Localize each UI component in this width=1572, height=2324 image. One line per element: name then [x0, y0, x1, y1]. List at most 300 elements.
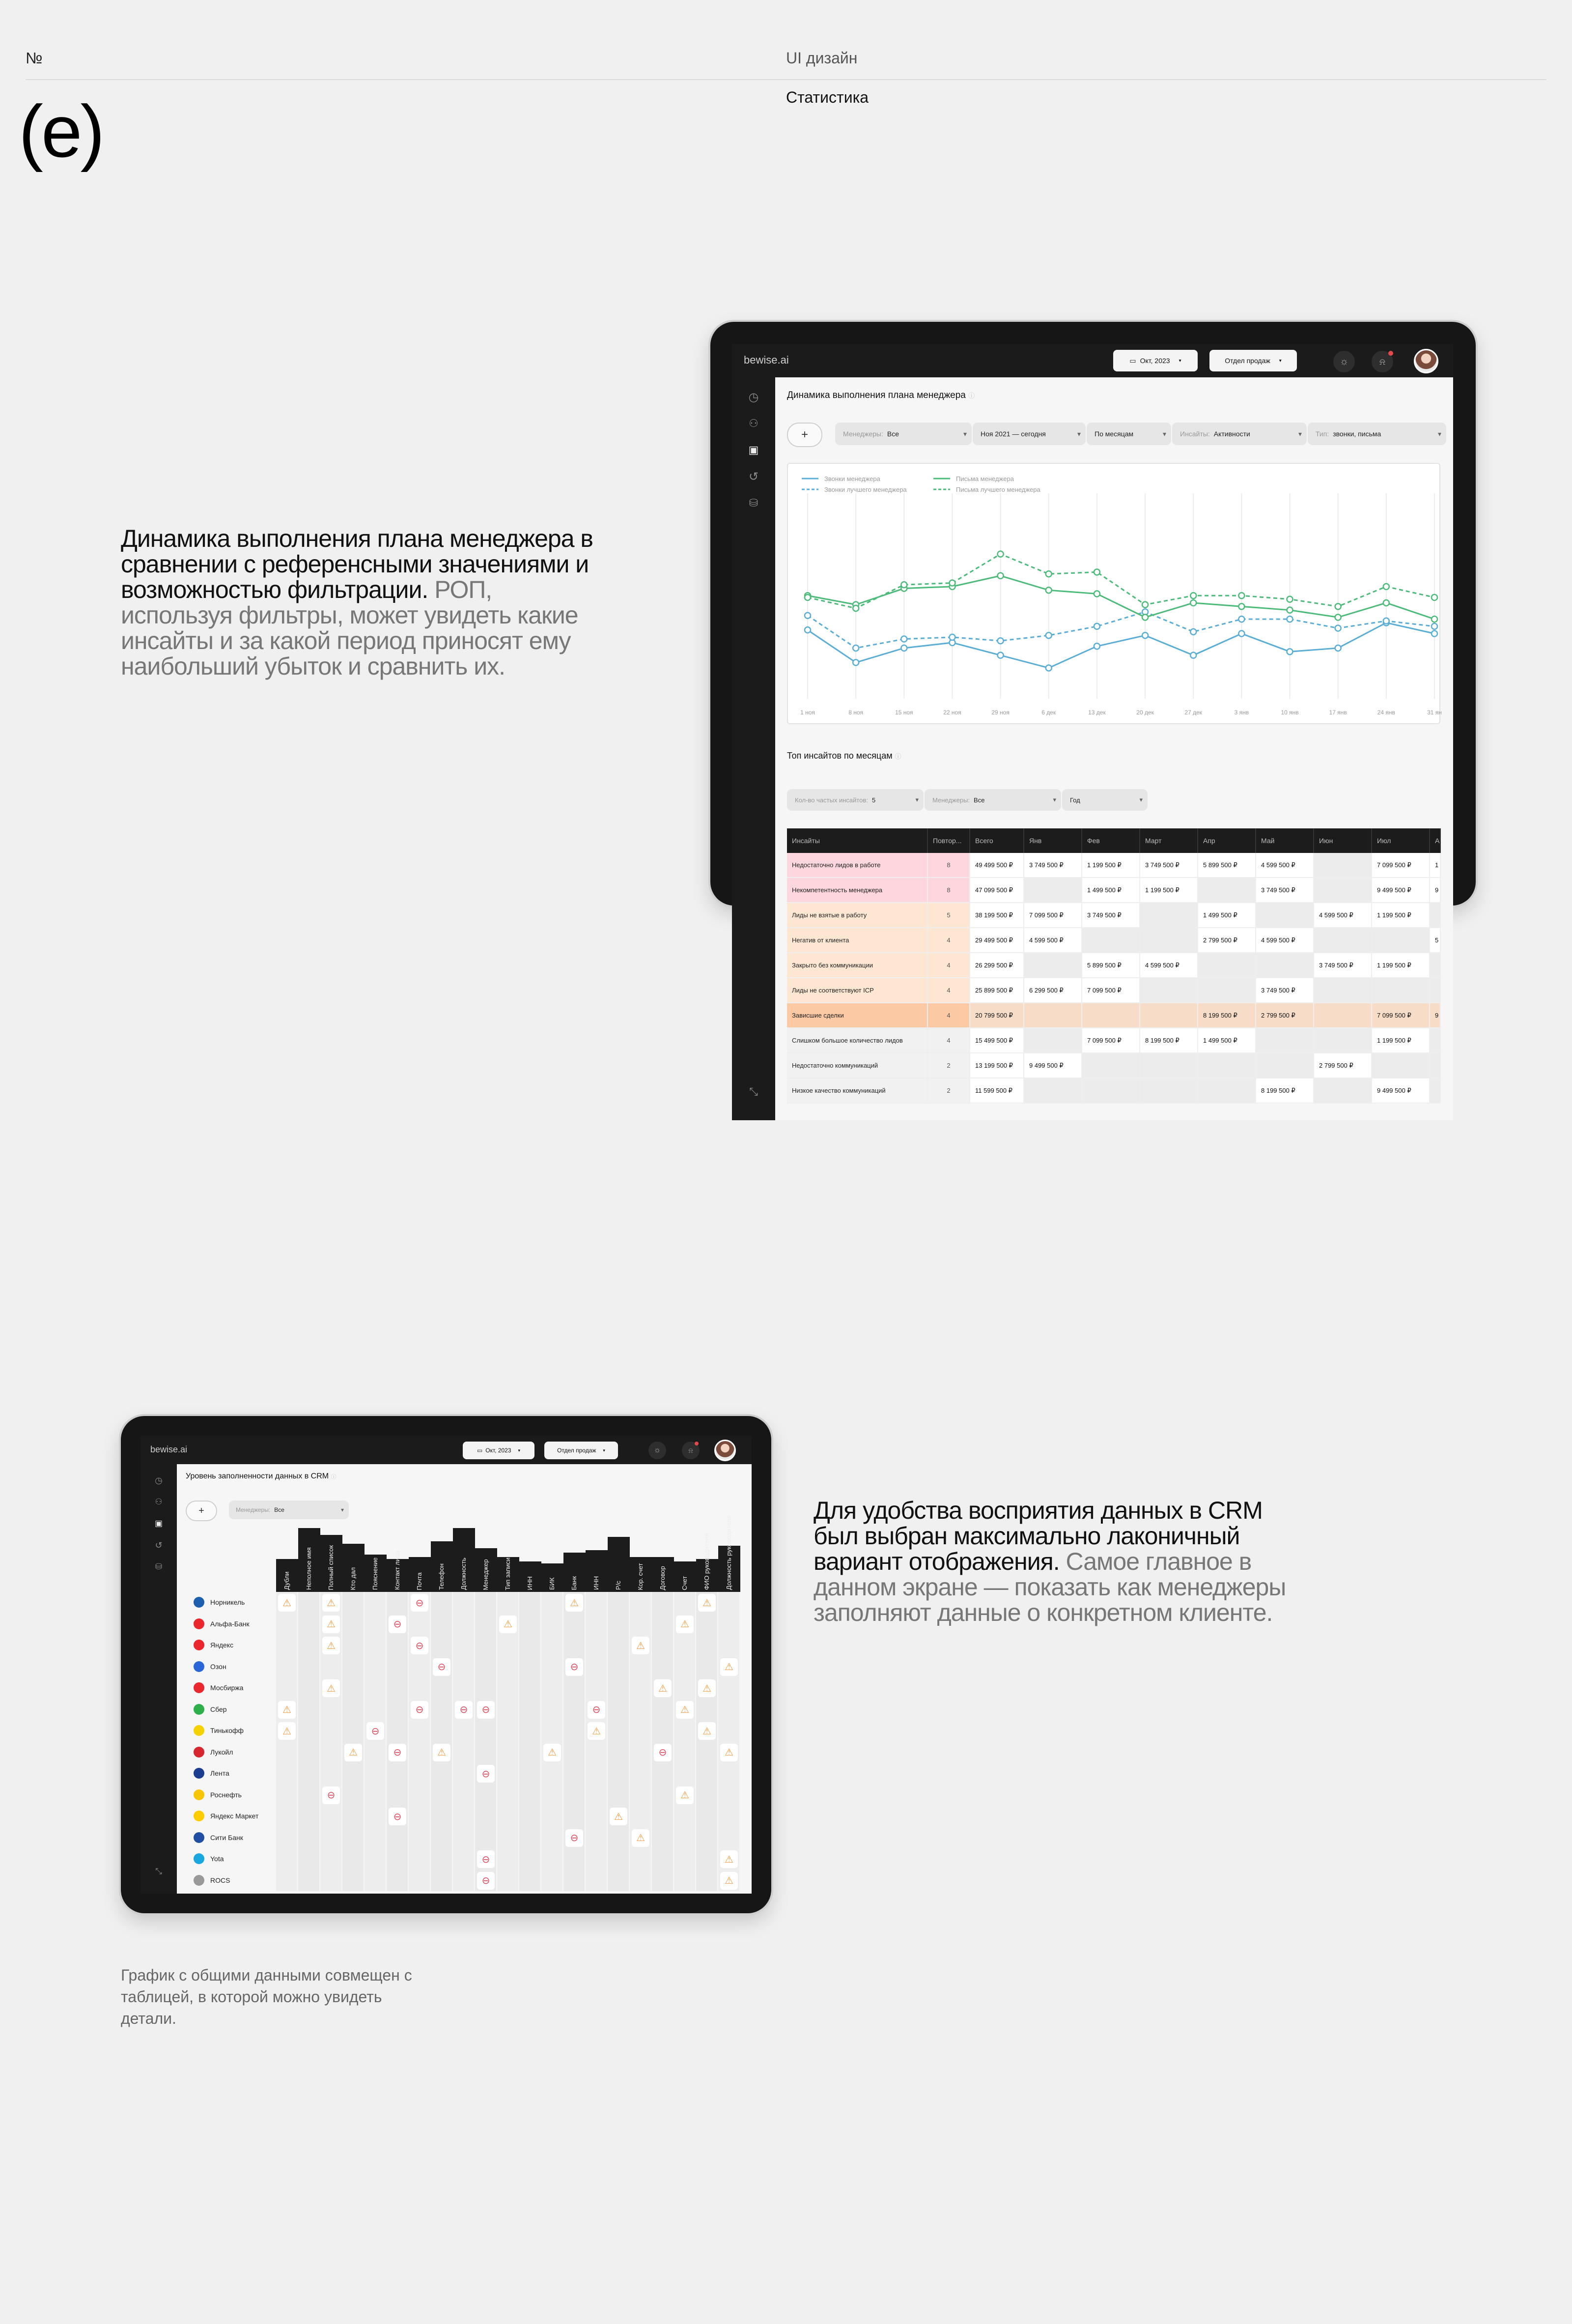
company-name: Сбер: [210, 1705, 227, 1713]
error-icon[interactable]: ⊖: [477, 1850, 495, 1868]
warning-icon[interactable]: ⚠: [720, 1872, 738, 1890]
matrix-column: [342, 1592, 364, 1891]
company-name: Yota: [210, 1855, 224, 1863]
column-header[interactable]: Янв: [1024, 828, 1082, 853]
company-name: Роснефть: [210, 1790, 242, 1799]
data-point: [1238, 603, 1244, 609]
table-cell: [1140, 1078, 1198, 1103]
data-point: [1383, 618, 1389, 624]
table-cell: 1 499 500 ₽: [1082, 878, 1140, 903]
error-icon[interactable]: ⊖: [654, 1744, 672, 1761]
x-tick-label: 15 ноя: [895, 709, 913, 716]
data-point: [998, 551, 1004, 557]
period-value: Окт, 2023: [485, 1447, 511, 1454]
filter-period[interactable]: [973, 423, 1086, 445]
company-row[interactable]: [194, 1725, 244, 1736]
company-logo: [194, 1661, 204, 1672]
warning-icon[interactable]: ⚠: [588, 1722, 605, 1740]
database-icon[interactable]: ⛁: [155, 1562, 163, 1571]
filter-value: Все: [974, 796, 985, 804]
tablet-screen-2: [140, 1436, 752, 1894]
table-cell: 4 599 500 ₽: [1256, 928, 1314, 953]
column-header[interactable]: Июл: [1372, 828, 1430, 853]
table-cell: 9 499 500 ₽: [1372, 1078, 1430, 1103]
insight-name-cell: Лиды не взятые в работу: [787, 903, 927, 928]
matrix-column: [431, 1592, 452, 1891]
plan-dynamics-chart: [787, 463, 1440, 724]
company-logo: [194, 1811, 204, 1821]
help-icon[interactable]: ⓘ: [331, 1474, 337, 1480]
filter-label: Инсайты:: [1180, 430, 1210, 438]
table-row[interactable]: [787, 878, 1440, 903]
warning-icon[interactable]: ⚠: [676, 1701, 694, 1719]
data-point: [1190, 600, 1196, 606]
filter-table-managers[interactable]: [925, 789, 1061, 811]
column-header[interactable]: Июн: [1314, 828, 1372, 853]
matrix-column: [586, 1592, 607, 1891]
column-label[interactable]: Договор: [659, 1565, 666, 1590]
company-row[interactable]: [194, 1640, 233, 1650]
table-cell: [1140, 928, 1198, 953]
filter-insights[interactable]: [1172, 423, 1307, 445]
company-row[interactable]: [194, 1853, 224, 1864]
table-cell: [1314, 1028, 1372, 1053]
warning-icon[interactable]: ⚠: [344, 1744, 362, 1761]
table-cell: 5: [927, 903, 970, 928]
column-label[interactable]: ИНН: [592, 1576, 600, 1590]
data-point: [1432, 631, 1437, 637]
company-logo: [194, 1832, 204, 1843]
table-cell: 9: [1430, 1003, 1440, 1028]
column-header[interactable]: А: [1430, 828, 1440, 853]
table-cell: 9 499 500 ₽: [1024, 1053, 1082, 1078]
table-cell: [1256, 903, 1314, 928]
insight-name-cell: Зависшие сделки: [787, 1003, 927, 1028]
table-row[interactable]: [787, 978, 1440, 1003]
section1-desc-bold: Динамика выполнения плана менеджера в сравнении с референсными значениями и возможностью фильтрации.: [121, 525, 593, 603]
filter-table-period[interactable]: [1062, 789, 1148, 811]
table-cell: [1198, 953, 1256, 978]
filter-granularity[interactable]: [1087, 423, 1171, 445]
column-label[interactable]: Контакт лица: [393, 1551, 401, 1590]
company-row[interactable]: [194, 1768, 229, 1779]
insight-name-cell: Некомпетентность менеджера: [787, 878, 927, 903]
table-cell: [1198, 1053, 1256, 1078]
filter-type[interactable]: [1308, 423, 1446, 445]
column-label[interactable]: Пояснение: [371, 1557, 379, 1590]
legend-label: Письма менеджера: [956, 475, 1014, 482]
data-point: [1432, 595, 1437, 600]
x-tick-label: 17 янв: [1329, 709, 1347, 716]
data-point: [1190, 593, 1196, 598]
column-label[interactable]: Р/с: [615, 1581, 622, 1590]
warning-icon[interactable]: ⚠: [433, 1744, 450, 1761]
data-point: [1335, 614, 1341, 620]
table-cell: [1430, 1078, 1440, 1103]
table-cell: 20 799 500 ₽: [970, 1003, 1024, 1028]
warning-icon[interactable]: ⚠: [720, 1744, 738, 1761]
error-icon[interactable]: ⊖: [411, 1594, 428, 1612]
column-header[interactable]: Март: [1140, 828, 1198, 853]
chevron-down-icon: ▾: [340, 1506, 344, 1513]
warning-icon[interactable]: ⚠: [322, 1637, 340, 1654]
sun-icon: ☼: [1339, 356, 1349, 367]
warning-icon[interactable]: ⚠: [632, 1637, 649, 1654]
chevron-down-icon: ▾: [1139, 796, 1143, 803]
column-label[interactable]: Кор. счет: [637, 1562, 644, 1590]
filter-managers[interactable]: [835, 423, 972, 445]
warning-icon[interactable]: ⚠: [698, 1679, 716, 1697]
app-sidebar: [732, 377, 775, 1120]
company-row[interactable]: [194, 1747, 233, 1757]
warning-icon[interactable]: ⚠: [278, 1722, 296, 1740]
legend-label: Звонки менеджера: [824, 475, 880, 482]
matrix-column: [674, 1592, 695, 1891]
clock-icon[interactable]: ◷: [748, 390, 759, 404]
company-logo: [194, 1597, 204, 1608]
warning-icon[interactable]: ⚠: [632, 1829, 649, 1847]
table-cell: 3 749 500 ₽: [1256, 978, 1314, 1003]
data-point: [1094, 569, 1100, 575]
user-avatar[interactable]: [1414, 349, 1438, 373]
period-picker[interactable]: [1113, 350, 1198, 371]
insight-name-cell: Недостаточно лидов в работе: [787, 853, 927, 878]
table-cell: [1082, 1053, 1140, 1078]
data-point: [949, 634, 955, 640]
warning-icon[interactable]: ⚠: [322, 1594, 340, 1612]
table-cell: [1372, 978, 1430, 1003]
table-cell: 4: [927, 1028, 970, 1053]
table-cell: [1314, 928, 1372, 953]
calendar-icon: ▭: [477, 1447, 483, 1454]
matrix-column: [718, 1592, 739, 1891]
column-label[interactable]: Полный список: [327, 1545, 335, 1590]
help-icon[interactable]: ⓘ: [895, 753, 901, 760]
filter-value: 5: [871, 796, 876, 804]
theme-toggle[interactable]: [1333, 351, 1355, 372]
help-icon[interactable]: ⓘ: [968, 392, 975, 399]
table-cell: [1430, 953, 1440, 978]
table-cell: 26 299 500 ₽: [970, 953, 1024, 978]
table-cell: 1 199 500 ₽: [1372, 903, 1430, 928]
error-icon[interactable]: ⊖: [588, 1701, 605, 1719]
table-cell: 1 499 500 ₽: [1198, 1028, 1256, 1053]
number-sign: №: [26, 49, 43, 67]
table-cell: [1024, 953, 1082, 978]
table-row[interactable]: [787, 903, 1440, 928]
table-cell: [1024, 1003, 1082, 1028]
table-cell: 3 749 500 ₽: [1256, 878, 1314, 903]
column-label[interactable]: Менеджер: [482, 1559, 489, 1590]
company-row[interactable]: [194, 1875, 230, 1886]
table-cell: [1024, 1028, 1082, 1053]
company-row[interactable]: [194, 1832, 243, 1843]
x-tick-label: 31 ян: [1427, 709, 1442, 716]
column-label[interactable]: Кто дал: [349, 1567, 357, 1590]
table-cell: [1198, 978, 1256, 1003]
chevron-down-icon: ▾: [1077, 429, 1081, 438]
board-icon[interactable]: ▣: [748, 444, 759, 456]
company-logo: [194, 1618, 204, 1629]
table-row[interactable]: [787, 1028, 1440, 1053]
matrix-column: [298, 1592, 319, 1891]
warning-icon[interactable]: ⚠: [698, 1722, 716, 1740]
data-point: [1383, 600, 1389, 606]
column-label[interactable]: Банк: [570, 1576, 578, 1590]
company-row[interactable]: [194, 1811, 258, 1821]
add-filter-button[interactable]: +: [787, 423, 822, 447]
column-header[interactable]: Май: [1256, 828, 1314, 853]
data-point: [1046, 632, 1052, 638]
data-point: [1046, 587, 1052, 593]
table-cell: 7 099 500 ₽: [1372, 853, 1430, 878]
company-row[interactable]: [194, 1682, 243, 1693]
line-chart-svg: [788, 464, 1442, 723]
table-cell: [1430, 1053, 1440, 1078]
section2-desc-light: Самое главное в данном экране — показать как менеджеры заполняют данные о конкретном клиенте.: [814, 1548, 1286, 1626]
column-label[interactable]: ИНН: [526, 1576, 533, 1590]
table-cell: 1 499 500 ₽: [1198, 903, 1256, 928]
error-icon[interactable]: ⊖: [411, 1701, 428, 1719]
board-icon[interactable]: ▣: [154, 1519, 163, 1528]
column-label[interactable]: Тип записи: [504, 1557, 511, 1590]
table-cell: 6 299 500 ₽: [1024, 978, 1082, 1003]
chevron-down-icon: ▾: [915, 796, 919, 803]
table-row[interactable]: [787, 1078, 1440, 1103]
legend-label: Письма лучшего менеджера: [956, 486, 1040, 493]
data-point: [1046, 571, 1052, 577]
company-logo: [194, 1853, 204, 1864]
table-row[interactable]: [787, 953, 1440, 978]
column-header[interactable]: Инсайты: [787, 828, 927, 853]
top-insights-table: [787, 828, 1441, 1104]
company-logo: [194, 1747, 204, 1757]
warning-icon[interactable]: ⚠: [610, 1808, 627, 1825]
error-icon[interactable]: ⊖: [389, 1615, 406, 1633]
collapse-icon[interactable]: ⤡: [155, 1867, 162, 1876]
table-cell: [1314, 978, 1372, 1003]
table-row[interactable]: [787, 1003, 1440, 1028]
app-topbar: [140, 1436, 752, 1464]
company-row[interactable]: [194, 1597, 245, 1608]
table-cell: 2 799 500 ₽: [1198, 928, 1256, 953]
data-point: [1094, 591, 1100, 597]
matrix-column: [608, 1592, 629, 1891]
company-logo: [194, 1725, 204, 1736]
screen1-title: [787, 390, 975, 401]
matrix-column: [276, 1592, 297, 1891]
table-row[interactable]: [787, 928, 1440, 953]
error-icon[interactable]: ⊖: [565, 1658, 583, 1676]
x-tick-label: 6 дек: [1041, 709, 1056, 716]
table-cell: 38 199 500 ₽: [970, 903, 1024, 928]
chevron-down-icon: ▾: [518, 1447, 521, 1453]
column-header[interactable]: Всего: [970, 828, 1024, 853]
table-cell: 3 749 500 ₽: [1082, 903, 1140, 928]
user-avatar[interactable]: [714, 1440, 736, 1461]
column-label[interactable]: Почта: [416, 1572, 423, 1590]
table-cell: [1372, 1053, 1430, 1078]
table-cell: 4: [927, 978, 970, 1003]
company-name: Лукойл: [210, 1748, 233, 1756]
warning-icon[interactable]: ⚠: [720, 1658, 738, 1676]
error-icon[interactable]: ⊖: [477, 1872, 495, 1890]
error-icon[interactable]: ⊖: [477, 1765, 495, 1783]
table-cell: 3 749 500 ₽: [1024, 853, 1082, 878]
matrix-column: [497, 1592, 518, 1891]
filter-label: Кол-во частых инсайтов:: [795, 796, 868, 804]
warning-icon[interactable]: ⚠: [278, 1701, 296, 1719]
company-row[interactable]: [194, 1618, 250, 1629]
table-cell: 5: [1430, 928, 1440, 953]
users-icon[interactable]: ⚇: [749, 417, 758, 429]
legend-label: Звонки лучшего менеджера: [824, 486, 907, 493]
bell-icon: ⍾: [688, 1446, 693, 1454]
warning-icon[interactable]: ⚠: [322, 1615, 340, 1633]
table-cell: [1140, 903, 1198, 928]
filter-value: Все: [887, 430, 899, 438]
error-icon[interactable]: ⊖: [477, 1701, 495, 1719]
filter-value: Год: [1070, 796, 1080, 804]
history-icon[interactable]: ↺: [748, 470, 759, 483]
table-cell: [1082, 1078, 1140, 1103]
chevron-down-icon: ▾: [1053, 796, 1056, 803]
period-picker[interactable]: [463, 1442, 534, 1459]
company-row[interactable]: [194, 1789, 242, 1800]
studio-logo: (e): [19, 90, 103, 172]
clock-icon[interactable]: ◷: [155, 1475, 163, 1485]
data-point: [805, 595, 811, 600]
department-select[interactable]: [1209, 350, 1297, 371]
add-filter-button[interactable]: +: [186, 1501, 217, 1521]
chevron-down-icon: ▾: [1437, 429, 1441, 438]
company-row[interactable]: [194, 1661, 226, 1672]
data-point: [1335, 625, 1341, 631]
history-icon[interactable]: ↺: [155, 1540, 163, 1550]
company-name: Норникель: [210, 1598, 245, 1606]
users-icon[interactable]: ⚇: [155, 1497, 163, 1506]
column-label[interactable]: Должность руководителя: [725, 1515, 732, 1590]
department-select[interactable]: [544, 1442, 618, 1459]
table-cell: [1024, 1078, 1082, 1103]
x-tick-label: 3 янв: [1234, 709, 1249, 716]
table-cell: [1024, 878, 1082, 903]
data-point: [1287, 607, 1293, 613]
error-icon[interactable]: ⊖: [433, 1658, 450, 1676]
database-icon[interactable]: ⛁: [749, 497, 758, 509]
table-cell: [1430, 903, 1440, 928]
matrix-column: [541, 1592, 562, 1891]
top-insights-title-text: Топ инсайтов по месяцам: [787, 751, 893, 761]
column-label[interactable]: ФИО руководителя: [703, 1533, 710, 1590]
company-row[interactable]: [194, 1704, 227, 1715]
warning-icon[interactable]: ⚠: [720, 1850, 738, 1868]
data-point: [1046, 665, 1052, 671]
calendar-icon: ▭: [1129, 356, 1136, 365]
column-header[interactable]: Повтор...: [927, 828, 970, 853]
table-cell: 4 599 500 ₽: [1140, 953, 1198, 978]
screen2-title-text: Уровень заполненности данных в CRM: [186, 1472, 329, 1480]
table-row[interactable]: [787, 853, 1440, 878]
table-cell: 2: [927, 1053, 970, 1078]
x-tick-label: 1 ноя: [800, 709, 815, 716]
data-point: [901, 645, 907, 651]
warning-icon[interactable]: ⚠: [565, 1594, 583, 1612]
filter-value: Все: [274, 1506, 284, 1513]
notification-dot: [1388, 351, 1393, 356]
column-label[interactable]: Счет: [681, 1576, 688, 1590]
warning-icon[interactable]: ⚠: [698, 1594, 716, 1612]
app-topbar: [732, 344, 1453, 377]
column-header[interactable]: Апр: [1198, 828, 1256, 853]
table-cell: 49 499 500 ₽: [970, 853, 1024, 878]
filter-managers[interactable]: [229, 1501, 349, 1519]
screen1-title-text: Динамика выполнения плана менеджера: [787, 390, 966, 400]
notification-dot: [695, 1442, 699, 1445]
column-header[interactable]: Фев: [1082, 828, 1140, 853]
table-cell: 25 899 500 ₽: [970, 978, 1024, 1003]
section1-description: [121, 526, 602, 679]
error-icon[interactable]: ⊖: [565, 1829, 583, 1847]
column-label[interactable]: БИК: [548, 1577, 556, 1590]
header-divider: [26, 79, 1546, 80]
column-label[interactable]: Неполное имя: [305, 1547, 312, 1590]
error-icon[interactable]: ⊖: [322, 1786, 340, 1804]
data-point: [1190, 652, 1196, 658]
matrix-column: [453, 1592, 474, 1891]
theme-toggle[interactable]: [648, 1442, 666, 1459]
warning-icon[interactable]: ⚠: [676, 1615, 694, 1633]
data-point: [1432, 616, 1437, 622]
app-brand: bewise.ai: [744, 354, 789, 366]
bell-icon: ⍾: [1379, 356, 1385, 367]
section2-description: [814, 1498, 1305, 1625]
table-cell: 3 749 500 ₽: [1314, 953, 1372, 978]
warning-icon[interactable]: ⚠: [322, 1679, 340, 1697]
table-cell: [1256, 1028, 1314, 1053]
data-point: [998, 638, 1004, 644]
table-cell: 7 099 500 ₽: [1372, 1003, 1430, 1028]
table-cell: [1198, 878, 1256, 903]
data-point: [1238, 631, 1244, 637]
data-point: [998, 573, 1004, 579]
filter-insight-count[interactable]: [787, 789, 924, 811]
column-label[interactable]: Должность: [460, 1558, 467, 1590]
collapse-icon[interactable]: ⤡: [749, 1085, 758, 1098]
matrix-column: [475, 1592, 496, 1891]
warning-icon[interactable]: ⚠: [654, 1679, 672, 1697]
chevron-down-icon: ▾: [603, 1447, 605, 1453]
error-icon[interactable]: ⊖: [455, 1701, 473, 1719]
error-icon[interactable]: ⊖: [389, 1808, 406, 1825]
company-logo: [194, 1704, 204, 1715]
screen2-title: [186, 1472, 337, 1481]
error-icon[interactable]: ⊖: [366, 1722, 384, 1740]
error-icon[interactable]: ⊖: [389, 1744, 406, 1761]
warning-icon[interactable]: ⚠: [543, 1744, 561, 1761]
warning-icon[interactable]: ⚠: [278, 1594, 296, 1612]
filter-label: Менеджеры:: [932, 796, 970, 804]
x-tick-label: 27 дек: [1184, 709, 1203, 716]
table-row[interactable]: [787, 1053, 1440, 1078]
error-icon[interactable]: ⊖: [411, 1637, 428, 1654]
warning-icon[interactable]: ⚠: [499, 1615, 517, 1633]
column-label[interactable]: Телефон: [438, 1563, 445, 1590]
data-point: [1094, 643, 1100, 649]
table-cell: [1314, 1003, 1372, 1028]
column-label[interactable]: Дубли: [283, 1571, 290, 1590]
warning-icon[interactable]: ⚠: [676, 1786, 694, 1804]
